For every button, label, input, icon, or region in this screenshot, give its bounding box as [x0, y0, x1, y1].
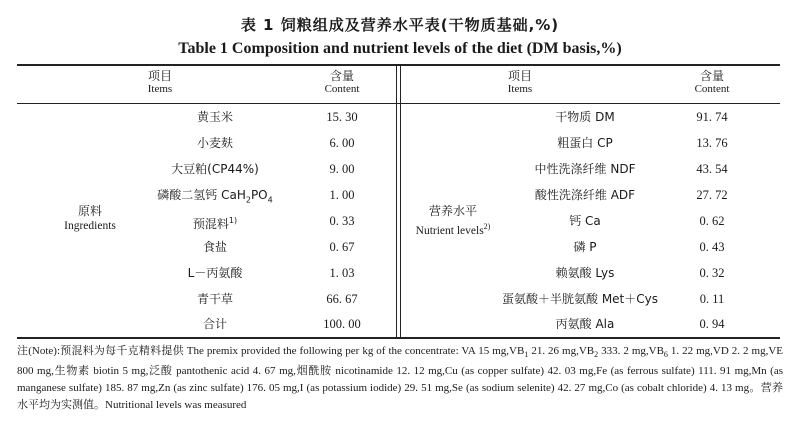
footnote-subscript: 2: [594, 350, 599, 360]
header-items-cn: 项目: [147, 69, 172, 83]
nutrient-value: 0. 62: [699, 214, 725, 228]
ingredient-value: 0. 33: [329, 214, 355, 228]
header-items-cn: 项目: [507, 69, 532, 83]
nutrient-name: 磷 P: [573, 240, 597, 254]
table-title-english: Table 1 Composition and nutrient levels of the diet (DM basis,%): [178, 40, 622, 57]
nutrient-name: 干物质 DM: [555, 110, 615, 124]
ingredient-value: 1. 00: [329, 188, 355, 202]
nutrient-value: 0. 32: [699, 266, 725, 280]
nutrient-name: 酸性洗涤纤维 ADF: [534, 188, 636, 202]
nutrient-value: 0. 94: [699, 317, 725, 331]
ingredient-name: 青干草: [196, 292, 233, 306]
footnote-subscript: 6: [663, 350, 668, 360]
table-footnote: [17, 343, 783, 414]
group-ingredients: [50, 204, 130, 234]
ingredient-value: 15. 30: [326, 110, 358, 124]
nutrient-value: 27. 72: [696, 188, 728, 202]
nutrient-value: 13. 76: [696, 136, 728, 150]
header-content-en: Content: [694, 83, 730, 95]
ingredient-name-part: 预混料: [192, 217, 229, 231]
center-divider-right: [400, 64, 401, 338]
footnote-subscript: 1: [524, 350, 529, 360]
ingredient-name-part: 磷酸二氢钙 CaH: [157, 188, 246, 202]
ingredient-name: [150, 182, 280, 208]
group-nutrient-cn: 营养水平: [428, 204, 477, 218]
table-title-chinese: 表 1 饲粮组成及营养水平表(干物质基础,%): [240, 16, 560, 34]
footnote-text: 333. 2 mg,VB: [598, 345, 664, 357]
footnote-text: 注(Note):预混料为每千克精料提供 The premix provided the following per kg of the concentrate: VA 15 mg,VB: [17, 345, 525, 357]
header-content-en: Content: [324, 83, 360, 95]
ingredient-name: 食盐: [202, 240, 227, 254]
ingredient-footnote-mark: 1): [228, 216, 238, 225]
ingredient-name-part: PO: [250, 188, 268, 202]
header-items-en: Items: [147, 83, 173, 95]
nutrient-name: 粗蛋白 CP: [557, 136, 613, 150]
header-items-en: Items: [507, 83, 533, 95]
ingredient-value: 9. 00: [329, 162, 355, 176]
ingredient-subscript: 4: [267, 195, 273, 205]
ingredient-value: 1. 03: [329, 266, 355, 280]
footnote-text: 21. 26 mg,VB: [528, 345, 595, 357]
header-content-right: [680, 70, 744, 96]
ingredient-value: 6. 00: [329, 136, 355, 150]
ingredient-value: 100. 00: [323, 317, 361, 331]
nutrient-name: 丙氨酸 Ala: [555, 317, 615, 331]
nutrient-value: 91. 74: [696, 110, 728, 124]
group-ingredients-cn: 原料: [77, 204, 102, 218]
bottom-rule: [17, 337, 780, 339]
group-ingredients-en: Ingredients: [64, 220, 116, 232]
header-items-left: [130, 70, 190, 96]
ingredient-value: 0. 67: [329, 240, 355, 254]
header-content-cn: 含量: [699, 69, 724, 83]
group-nutrient-en-text: Nutrient levels: [415, 224, 484, 237]
nutrient-name: 中性洗涤纤维 NDF: [534, 162, 636, 176]
nutrient-value: 0. 43: [699, 240, 725, 254]
top-rule: [17, 64, 780, 66]
nutrient-name: 蛋氨酸＋半胱氨酸 Met＋Cys: [502, 292, 658, 306]
ingredient-value: 66. 67: [326, 292, 358, 306]
ingredient-subscript: 2: [245, 195, 251, 205]
center-divider-left: [396, 64, 397, 338]
header-content-left: [310, 70, 374, 96]
nutrient-name: 钙 Ca: [569, 214, 601, 228]
group-nutrient-en: [398, 219, 508, 239]
group-nutrient-footnote-mark: 2): [483, 222, 491, 231]
nutrient-name: 赖氨酸 Lys: [555, 266, 615, 280]
footnote-text: 1. 22 mg,VD 2. 2 mg,VE 800 mg,生物素 biotin 5 mg,泛酸 pantothenic acid 4. 67 mg,烟酰胺 nicotinamide 12. 12 mg,Cu (as copper sulfate) 42. 03 mg,Fe (as ferrous sulfate) 111. 91 mg,Mn (as manganese sulfate) 185. 87 mg,Zn (as zinc sulfate) 176. 05 mg,I (as potassium iodide) 29. 51 mg,Se (as sodium selenite) 42. 27 mg,Co (as cobalt chloride) 4. 13 mg。营养水平均为实测值。Nutritional levels was measured: [17, 345, 783, 412]
ingredient-name: 小麦麸: [196, 136, 233, 150]
ingredient-name: 黄玉米: [196, 110, 233, 124]
ingredient-name: 合计: [202, 317, 227, 331]
nutrient-value: 0. 11: [699, 292, 725, 306]
header-items-right: [490, 70, 550, 96]
ingredient-name: [150, 208, 280, 234]
nutrient-value: 43. 54: [696, 162, 728, 176]
header-content-cn: 含量: [329, 69, 354, 83]
ingredient-name: 大豆粕(CP44%): [171, 162, 259, 176]
ingredient-name: L－丙氨酸: [187, 266, 243, 280]
group-nutrient-levels: [398, 204, 508, 239]
